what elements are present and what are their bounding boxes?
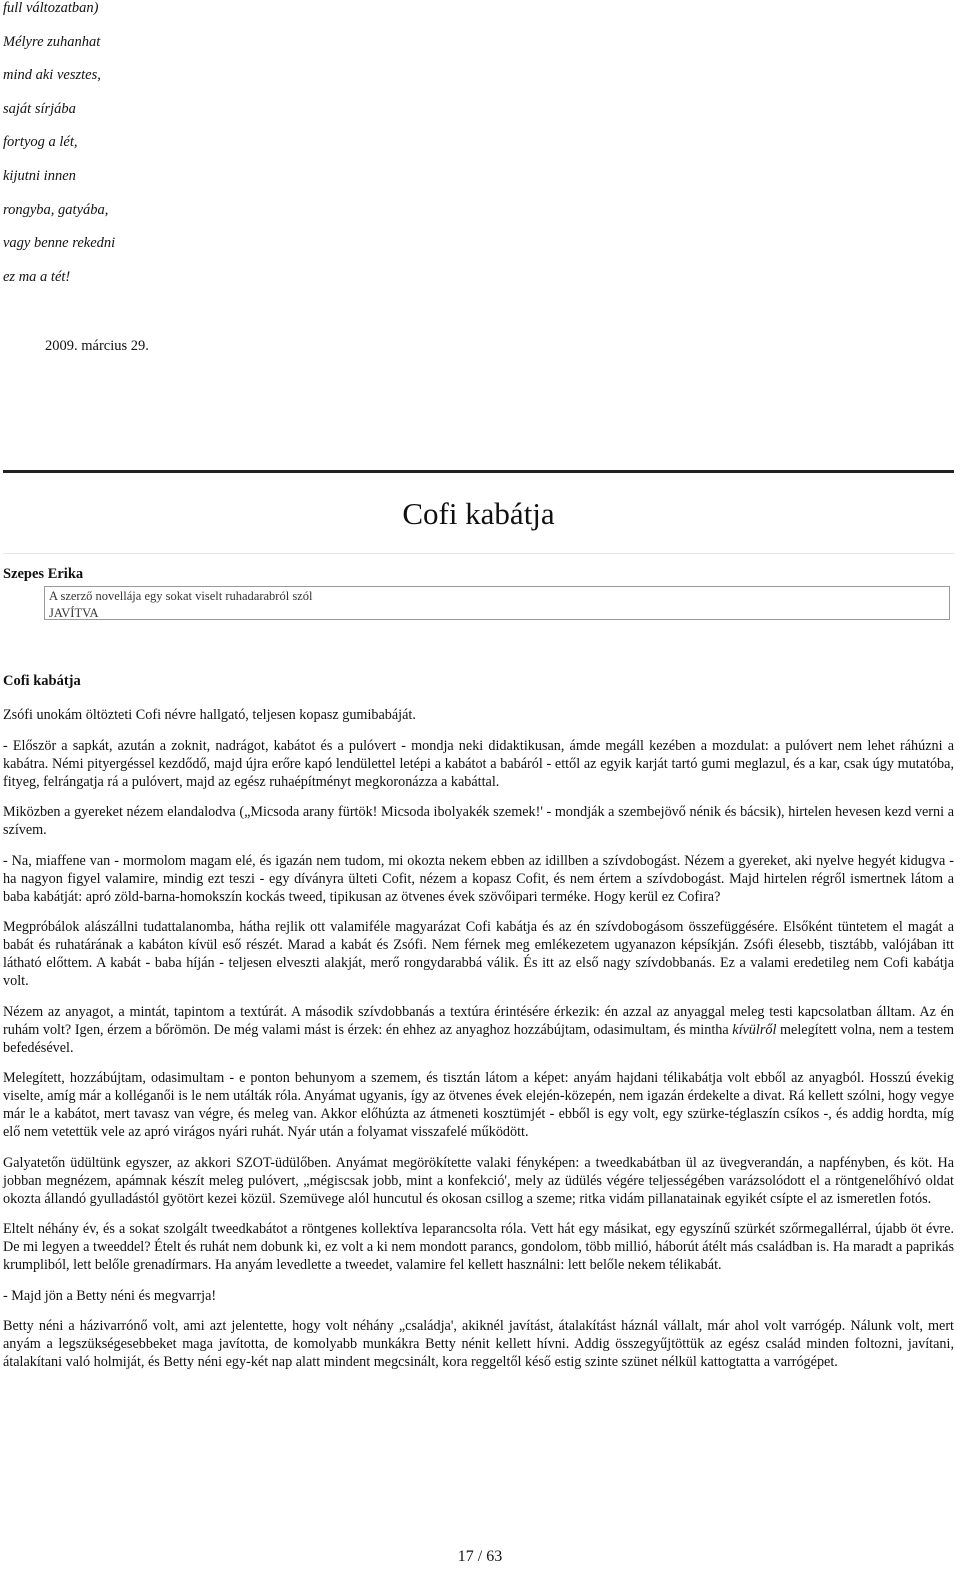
page-title: Cofi kabátja	[402, 496, 555, 531]
paragraph: - Majd jön a Betty néni és megvarrja!	[3, 1287, 217, 1304]
paragraph: Miközben a gyereket nézem elandalodva („Micsoda arany fürtök! Micsoda ibolyakék szemek!' - mondják a szembejövő nénik és bácsik), hirtelen hevesen kezd verni a szívem.	[3, 804, 954, 838]
info-status: JAVÍTVA	[49, 606, 99, 620]
paragraph: Zsófi unokám öltözteti Cofi névre hallgató, teljesen kopasz gumibabáját.	[3, 707, 416, 723]
info-description: A szerző novellája egy sokat viselt ruhadarabról szól	[49, 589, 313, 603]
poem-line: Mélyre zuhanhat	[3, 33, 101, 50]
poem-date: 2009. március 29.	[45, 338, 149, 354]
info-box	[44, 586, 950, 620]
story-body	[3, 706, 954, 1384]
paragraph: Megpróbálok alászállni tudattalanomba, hátha rejlik ott valamiféle magyarázat Cofi kabátja és az én szívdobogásom összefüggésére. Elsőként tüntetem el magát a babát és ruhatárának a kabáton kívül eső részét. Marad a kabát és Zsófi. Nem férnek meg emlékezetem ugyanazon képsíkján. Zsófi élesebb, tisztább, valójában itt látható előttem. A kabát - baba híján - teljesen elveszti alakját, merő rongydarabbá válik. És itt az első nagy szívdobbanás. Ez a valami eredetileg nem Cofi kabátja volt.	[3, 919, 954, 989]
poem-line: mind aki vesztes,	[3, 67, 101, 84]
poem	[3, 0, 115, 302]
paragraph: Galyatetőn üdültünk egyszer, az akkori SZOT-üdülőben. Anyámat megörökítette valaki fényképen: a tweedkabátban ül az üvegverandán, a napfényben, és köt. Ha jobban megnézem, apámnak készít meleg pulóvert, „mégiscsak jobb, mint a konfekció', mely az üdülés végére teljességében varázsolódott el a röntgenelőhívó oldat okozta állandó gyulladástól gyötört kezei közül. Szemüvege alól huncutul és okosan csillog a szeme; ritka vidám pillanatainak egyikét csípte el az ismeretlen fotós.	[3, 1154, 954, 1207]
paragraph: Melegített, hozzábújtam, odasimultam - e ponton behunyom a szemem, és tisztán látom a képet: anyám hajdani télikabátja volt ebből az anyagból. Hosszú évekig viselte, amíg már a kolléganői is le nem utálták róla. Anyámat ugyanis, így az ötvenes évek elején-közepén, nem igazán érdekelte a divat. Rá kellett szólni, hogy vegye már le a kabátot, mert tavasz van végre, és meleg van. Akkor előhúzta az átmeneti kosztümjét - ebből is egy volt, egy szürke-téglaszín csíkos -, és addig hordta, míg elő nem vetettük vele az apró virágos nyári ruhát. Nyár után a folyamat visszafelé működött.	[3, 1070, 954, 1140]
poem-line: vagy benne rekedni	[3, 235, 116, 252]
story-title: Cofi kabátja	[3, 673, 81, 689]
paragraph: - Na, miaffene van - mormolom magam elé, és igazán nem tudom, mi okozta nekem ebben az idillben a szívdobogást. Nézem a gyereket, aki nyelve hegyét kidugva - ha nagyon figyel valamire, mindig ezt teszi - egy díványra ülteti Cofit, nézem a kopasz Cofit, és nem értem a szívdobogást. Majd hirtelen régről ismertnek látom a baba kabátját: apró zöld-barna-homokszín kockás tweed, tipikusan az ötvenes évek szövőipari terméke. Hogy kerül ez Cofira?	[3, 852, 954, 905]
poem-line: kijutni innen	[3, 167, 76, 184]
paragraph-text: melegített volna, nem a testem befedésével.	[3, 1021, 955, 1056]
paragraph: Betty néni a házivarrónő volt, ami azt jelentette, hogy volt néhány „családja', akiknél javítást, átalakítást háznál vállalt, már ahol volt varrógép. Nálunk volt, mert anyám a legszükségesebbeket maga javította, de komolyabb munkákra Betty nénit kellett hívni. Addig összegyűjtöttük az egész család minden foltozni, javítani, átalakítani való holmiját, és Betty néni egy-két nap alatt mindent megcsinált, kora reggeltől késő estig szinte szünet nélkül kattogtatta a varrógépet.	[3, 1318, 954, 1370]
paragraph-text: Nézem az anyagot, a mintát, tapintom a textúrát. A második szívdobbanás a textúra érintésére érkezik: én azzal az anyaggal meleg testi kapcsolatban álltam. Az én ruhám volt? Igen, érzem a bőrömön. De még valami mást is érzek: én ehhez az anyaghoz hozzábújtam, odasimultam, és mintha	[3, 1003, 954, 1038]
title-divider	[3, 470, 954, 473]
poem-line: full változatban)	[3, 0, 99, 16]
poem-line: ez ma a tét!	[3, 268, 71, 285]
paragraph: Eltelt néhány év, és a sokat szolgált tweedkabátot a röntgenes kollektíva leparancsolta róla. Vett hát egy másikat, egy egyszínű szürkét szőrmegallérral, újabb öt évre. De mi legyen a tweeddel? Ételt és ruhát nem dobunk ki, ez volt a ki nem mondott parancs, gondolom, több millió, háborút átélt más családban is. Ha maradt a paprikás krumpliból, lett belőle grenadírmars. Ha anyám levedlette a tweedet, valamire fel kellett használni: lett belőle nekem télikabát.	[3, 1221, 954, 1273]
poem-line: saját sírjába	[3, 100, 76, 117]
poem-line: fortyog a lét,	[3, 134, 78, 151]
title-underline	[3, 553, 954, 554]
emphasis-text: kívülről	[732, 1021, 777, 1038]
paragraph: - Először a sapkát, azután a zoknit, nadrágot, kabátot és a pulóvert - mondja neki didaktikusan, ámde megáll kezében a mozdulat: a pulóvert nem lehet ráhúzni a kabátra. Némi pityergéssel kezdődő, majd újra erőre kapó lendülettel letépi a kabátot a babáról - ettől az egyik karját tartó gumi meglazul, és a kar, csak úgy mutatóba, fityeg, felrángatja rá a pulóvert, majd az egész ruhaépítményt megkoronázza a kabáttal.	[3, 737, 954, 790]
author-name: Szepes Erika	[3, 566, 84, 582]
poem-line: rongyba, gatyába,	[3, 201, 109, 218]
page-number: 17 / 63	[457, 1548, 503, 1565]
paragraph	[3, 1003, 954, 1057]
